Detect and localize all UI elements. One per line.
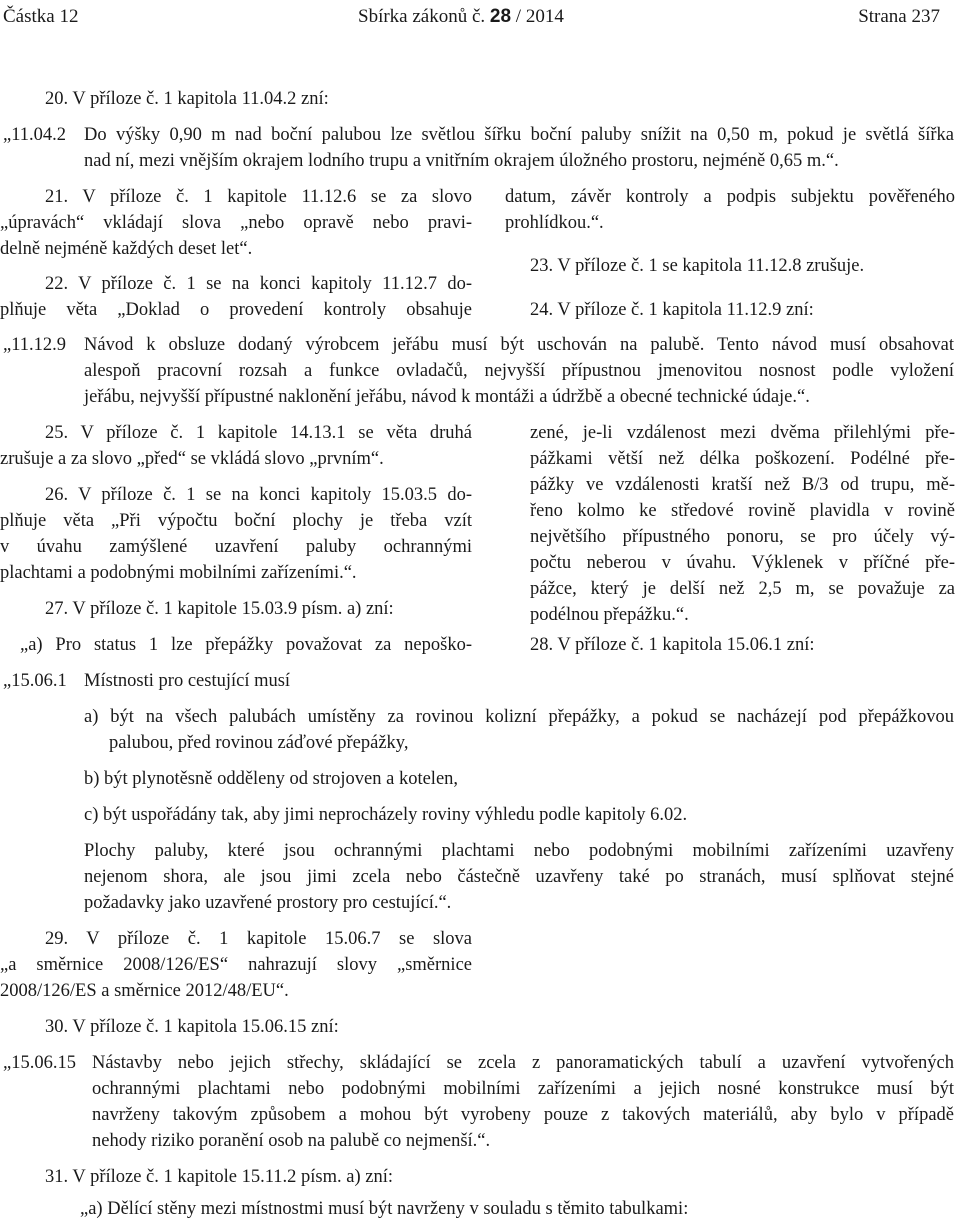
paragraph-25-line: zrušuje a za slovo „před“ se vkládá slovo „prvním“. [0, 449, 384, 469]
quote-text-line: Do výšky 0,90 m nad boční palubou lze světlou šířku boční paluby snížit na 0,50 m, pokud je světlá šířka [84, 125, 954, 145]
quote-text-line: jeřábu, nejvyšší přípustné naklonění jeřábu, návod k montáži a údržbě a obecné technické údaje.“. [84, 387, 810, 407]
paragraph-31-a: „a) Dělící stěny mezi místnostmi musí být navrženy v souladu s těmito tabulkami: [80, 1199, 689, 1219]
quote-intro: Místnosti pro cestující musí [84, 671, 291, 691]
quote-text-line: nad ní, mezi vnějším okrajem lodního trupu a vnitřním okrajem úložného prostoru, nejméně 0,65 m.“. [84, 151, 839, 171]
paragraph-27-continued: pážky ve vzdálenosti kratší než B/3 od trupu, mě- [530, 475, 955, 495]
quote-number-15-06-1: „15.06.1 [3, 671, 67, 691]
paragraph-27-continued: řeno kolmo ke středové rovině plavidla v rovině [530, 501, 955, 521]
quote-text-line: navrženy takovým způsobem a mohou být vyrobeny pouze z takových materiálů, aby bylo v případě [92, 1105, 954, 1125]
paragraph-27-a: „a) Pro status 1 lze přepážky považovat za nepoško- [20, 635, 472, 655]
paragraph-27: 27. V příloze č. 1 kapitole 15.03.9 písm. a) zní: [45, 599, 394, 619]
paragraph-22-continued: prohlídkou.“. [505, 213, 604, 233]
paragraph-21-line: delně nejméně každých deset let“. [0, 239, 253, 259]
paragraph-26-line: plňuje věta „Při výpočtu boční plochy je třeba vzít [0, 511, 472, 531]
paragraph-25-line: 25. V příloze č. 1 kapitole 14.13.1 se věta druhá [45, 423, 472, 443]
list-item-a: a) být na všech palubách umístěny za rovinou kolizní přepážky, a pokud se nacházejí pod přepážkovou [84, 707, 954, 727]
paragraph-26-line: v úvahu zamýšlené uzavření paluby ochrannými [0, 537, 472, 557]
quote-text-line: Návod k obsluze dodaný výrobcem jeřábu musí být uschován na palubě. Tento návod musí obsahovat [84, 335, 954, 355]
paragraph-22-line: plňuje věta „Doklad o provedení kontroly obsahuje [0, 300, 472, 320]
quote-text-line: Plochy paluby, které jsou ochrannými plachtami nebo podobnými mobilními zařízeními uzavřeny [84, 841, 954, 861]
header-page: Strana 237 [858, 6, 940, 27]
paragraph-29-line: „a směrnice 2008/126/ES“ nahrazují slovy „směrnice [0, 955, 472, 975]
paragraph-29-line: 2008/126/ES a směrnice 2012/48/EU“. [0, 981, 289, 1001]
quote-number-11-12-9: „11.12.9 [3, 335, 67, 355]
paragraph-27-continued: pážkami větší než délka poškození. Podélné pře- [530, 449, 955, 469]
paragraph-27-continued: největšího přípustného ponoru, se pro účely vý- [530, 527, 955, 547]
paragraph-27-continued: podélnou přepážku.“. [530, 605, 689, 625]
paragraph-27-continued: počtu neberou v úvahu. Výklenek v příčné pře- [530, 553, 955, 573]
header-collection-number: 28 [489, 6, 512, 27]
paragraph-31: 31. V příloze č. 1 kapitole 15.11.2 písm. a) zní: [45, 1167, 394, 1187]
paragraph-22-line: 22. V příloze č. 1 se na konci kapitoly 11.12.7 do- [45, 274, 472, 294]
quote-text-line: alespoň pracovní rozsah a funkce ovladačů, nejvyšší přípustnou jmenovitou nosnost podle vyložení [84, 361, 954, 381]
list-item-b: b) být plynotěsně odděleny od strojoven a kotelen, [84, 769, 459, 789]
paragraph-28: 28. V příloze č. 1 kapitola 15.06.1 zní: [530, 635, 815, 655]
paragraph-21-line: 21. V příloze č. 1 kapitole 11.12.6 se za slovo [45, 187, 472, 207]
list-item-c: c) být uspořádány tak, aby jimi neprocházely roviny výhledu podle kapitoly 6.02. [84, 805, 688, 825]
paragraph-26-line: plachtami a podobnými mobilními zařízeními.“. [0, 563, 357, 583]
paragraph-30: 30. V příloze č. 1 kapitola 15.06.15 zní: [45, 1017, 339, 1037]
list-item-a-continued: palubou, před rovinou záďové přepážky, [109, 733, 409, 753]
paragraph-26-line: 26. V příloze č. 1 se na konci kapitoly 15.03.5 do- [45, 485, 472, 505]
quote-text-line: nehody riziko poranění osob na palubě co nejmenší.“. [92, 1131, 491, 1151]
quote-number-11-04-2: „11.04.2 [3, 125, 67, 145]
paragraph-20: 20. V příloze č. 1 kapitola 11.04.2 zní: [45, 89, 329, 109]
paragraph-23: 23. V příloze č. 1 se kapitola 11.12.8 zrušuje. [530, 256, 865, 276]
quote-text-line: požadavky jako uzavřené prostory pro cestující.“. [84, 893, 452, 913]
quote-text-line: Nástavby nebo jejich střechy, skládající se zcela z panoramatických tabulí a uzavření vytvořených [92, 1053, 954, 1073]
paragraph-21-line: „úpravách“ vkládají slova „nebo opravě nebo pravi- [0, 213, 472, 233]
paragraph-22-continued: datum, závěr kontroly a podpis subjektu pověřeného [505, 187, 955, 207]
quote-number-15-06-15: „15.06.15 [3, 1053, 76, 1073]
quote-text-line: nejenom shora, ale jsou jimi zcela nebo částečně uzavřeny také po stranách, musí splňovat stejné [84, 867, 954, 887]
page-header [0, 4, 940, 32]
header-collection: Sbírka zákonů č. 28 / 2014 [358, 6, 564, 27]
paragraph-27-continued: pážce, který je delší než 2,5 m, se považuje za [530, 579, 955, 599]
header-part: Částka 12 [3, 6, 79, 27]
quote-text-line: ochrannými plachtami nebo podobnými mobilními zařízeními a jejich nosné konstrukce musí být [92, 1079, 954, 1099]
paragraph-24: 24. V příloze č. 1 kapitola 11.12.9 zní: [530, 300, 814, 320]
paragraph-29-line: 29. V příloze č. 1 kapitole 15.06.7 se slova [45, 929, 472, 949]
paragraph-27-continued: zené, je-li vzdálenost mezi dvěma přilehlými pře- [530, 423, 955, 443]
